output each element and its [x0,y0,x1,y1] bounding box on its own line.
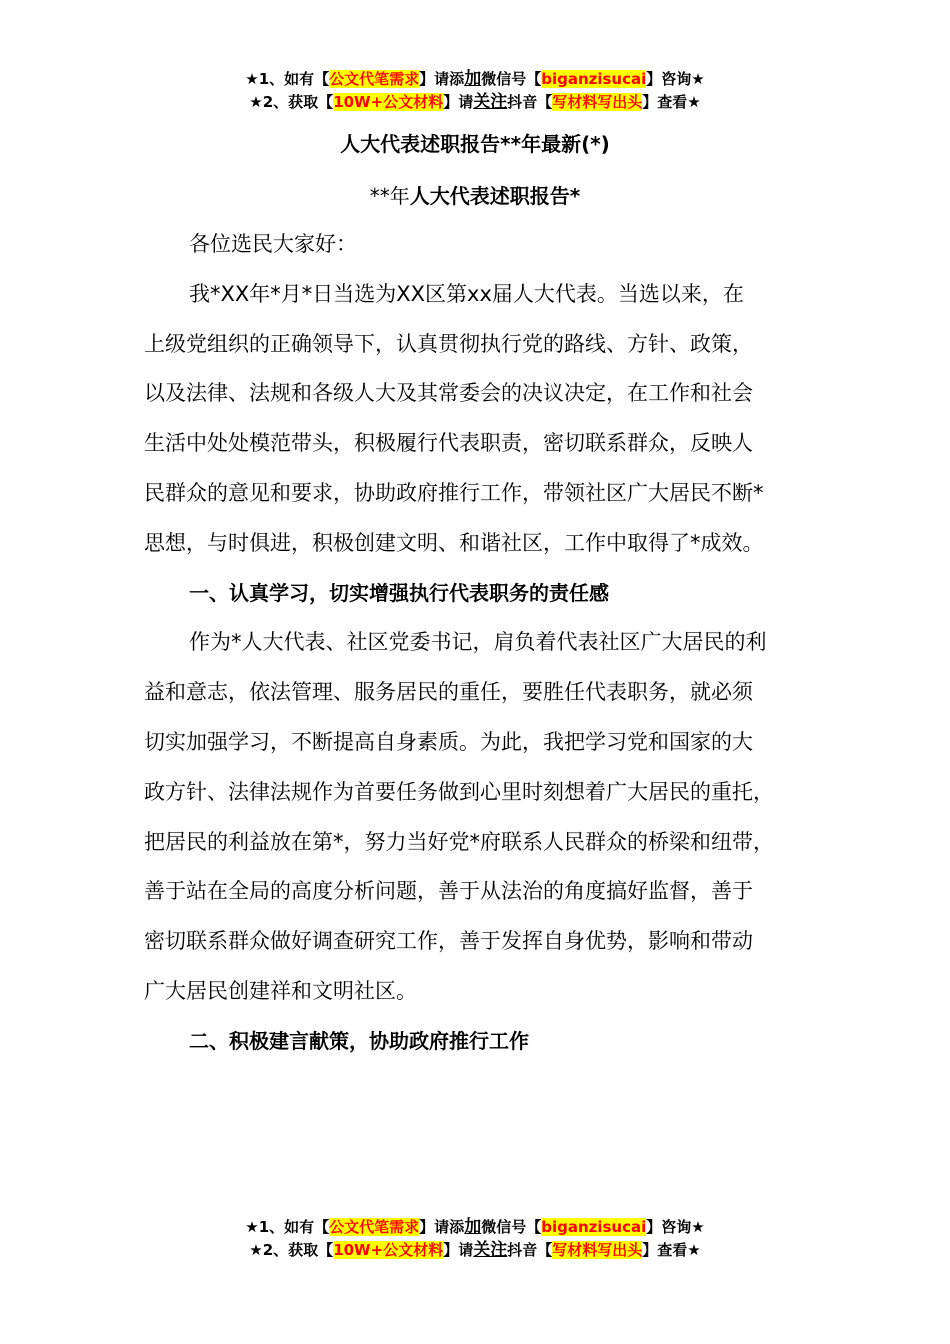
section-heading-2: 二、积极建言献策，协助政府推行工作 [189,1028,529,1053]
banner-text: ★2、获取【 [249,93,334,111]
subtitle-year: **年 [369,184,410,208]
banner-text: ★1、如有【 [245,1218,330,1236]
paragraph-study [144,618,834,1016]
banner-text: 】请 [443,1241,474,1259]
banner-line-2 [0,91,950,114]
paragraph-line: 密切联系群众做好调查研究工作，善于发挥自身优势，影响和带动 [144,929,753,954]
banner-text: 微信号【 [481,70,542,88]
paragraph-line: 把居民的利益放在第*，努力当好党*府联系人民群众的桥梁和纽带， [144,829,774,854]
banner-emphasis: 关注 [473,92,508,112]
paragraph-intro [144,270,834,569]
paragraph-line: 生活中处处模范带头，积极履行代表职责，密切联系群众，反映人 [144,431,753,456]
banner-text: 抖音【 [507,93,553,111]
banner-text: 抖音【 [507,1241,553,1259]
paragraph-line: 善于站在全局的高度分析问题，善于从法治的角度搞好监督，善于 [144,879,753,904]
paragraph-line: 切实加强学习，不断提高自身素质。为此，我把学习党和国家的大 [144,729,753,754]
header-banner [0,68,950,114]
banner-emphasis: 加 [464,1217,482,1237]
highlight-wechat-id: biganzisucai [541,1218,647,1236]
banner-text: ★1、如有【 [245,70,330,88]
highlight-douyin-id: 写材料写出头 [552,1241,643,1259]
banner-line-1 [0,1216,950,1239]
banner-text: 】咨询★ [646,1218,705,1236]
paragraph-line: 政方针、法律法规作为首要任务做到心里时刻想着广大居民的重托， [144,779,774,804]
highlight-wechat-id: biganzisucai [541,70,647,88]
highlight-douyin-id: 写材料写出头 [552,93,643,111]
paragraph-line: 益和意志，依法管理、服务居民的重任，要胜任代表职务，就必须 [144,680,753,705]
highlight-materials: 10W+公文材料 [333,93,444,111]
banner-text: 】查看★ [642,1241,701,1259]
banner-text: 】请添 [419,1218,465,1236]
paragraph-line: 作为*人大代表、社区党委书记，肩负着代表社区广大居民的利 [189,630,767,655]
document-title: 人大代表述职报告**年最新(*) [340,132,610,156]
banner-text: 】查看★ [642,93,701,111]
paragraph-line: 民群众的意见和要求，协助政府推行工作，带领社区广大居民不断* [144,480,764,505]
paragraph-line: 以及法律、法规和各级人大及其常委会的决议决定，在工作和社会 [144,381,753,406]
banner-text: 】请添 [419,70,465,88]
banner-line-2 [0,1239,950,1262]
paragraph-line: 思想，与时俱进，积极创建文明、和谐社区，工作中取得了*成效。 [144,530,764,555]
footer-banner [0,1216,950,1262]
greeting: 各位选民大家好： [189,232,357,256]
banner-emphasis: 加 [464,69,482,89]
highlight-service: 公文代笔需求 [329,1218,420,1236]
banner-text: 】咨询★ [646,70,705,88]
highlight-service: 公文代笔需求 [329,70,420,88]
highlight-materials: 10W+公文材料 [333,1241,444,1259]
document-subtitle [0,182,950,210]
paragraph-line: 广大居民创建祥和文明社区。 [144,978,417,1003]
banner-text: 】请 [443,93,474,111]
section-heading-1: 一、认真学习，切实增强执行代表职务的责任感 [189,580,609,605]
banner-line-1 [0,68,950,91]
document-body [144,220,834,1067]
banner-text: 微信号【 [481,1218,542,1236]
paragraph-line: 上级党组织的正确领导下，认真贯彻执行党的路线、方针、政策， [144,331,753,356]
subtitle-text: 人大代表述职报告* [409,184,581,208]
banner-emphasis: 关注 [473,1240,508,1260]
paragraph-line: 我*XX年*月*日当选为XX区第xx届人大代表。当选以来，在 [189,281,744,306]
banner-text: ★2、获取【 [249,1241,334,1259]
